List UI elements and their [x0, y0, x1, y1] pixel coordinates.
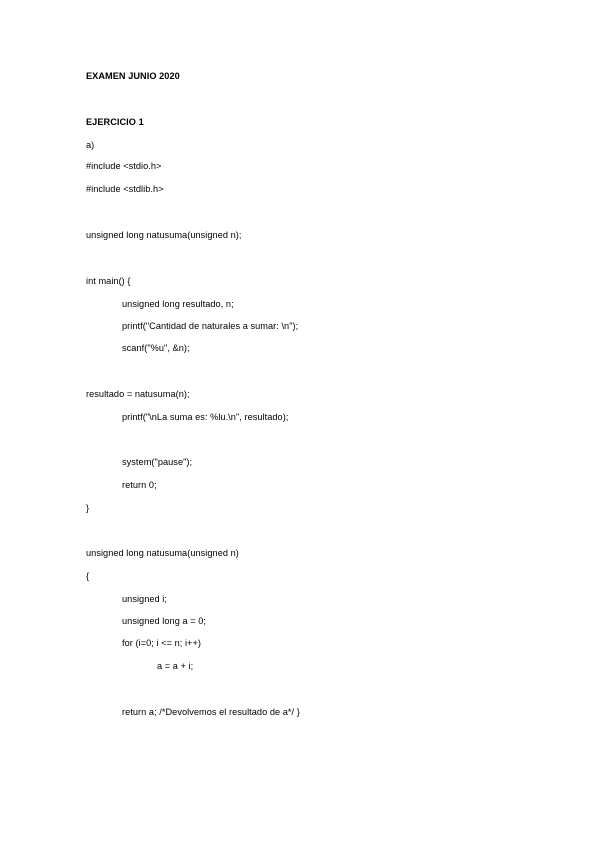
- code-line: a = a + i;: [157, 661, 194, 671]
- code-line: unsigned long natusuma(unsigned n);: [86, 230, 242, 240]
- section-heading: EJERCICIO 1: [86, 117, 144, 127]
- code-line: resultado = natusuma(n);: [86, 389, 190, 399]
- code-line: unsigned i;: [122, 594, 167, 604]
- code-line: return a; /*Devolvemos el resultado de a*/ }: [122, 707, 300, 717]
- code-line: printf("Cantidad de naturales a sumar: \n");: [122, 321, 299, 331]
- code-line: return 0;: [122, 480, 157, 490]
- code-line: system("pause");: [122, 457, 193, 467]
- code-line: }: [86, 503, 90, 513]
- part-label: a): [86, 140, 95, 150]
- code-line: scanf("%u", &n);: [122, 343, 190, 353]
- code-line: for (i=0; i <= n; i++): [122, 638, 201, 648]
- code-line: int main() {: [86, 276, 131, 286]
- code-line: unsigned long natusuma(unsigned n): [86, 548, 239, 558]
- code-line: #include <stdlib.h>: [86, 184, 164, 194]
- document-title: EXAMEN JUNIO 2020: [86, 71, 180, 81]
- code-line: {: [86, 571, 90, 581]
- code-line: unsigned long a = 0;: [122, 616, 207, 626]
- code-line: unsigned long resultado, n;: [122, 299, 234, 309]
- code-line: printf("\nLa suma es: %lu.\n", resultado);: [122, 412, 289, 422]
- code-line: #include <stdio.h>: [86, 161, 162, 171]
